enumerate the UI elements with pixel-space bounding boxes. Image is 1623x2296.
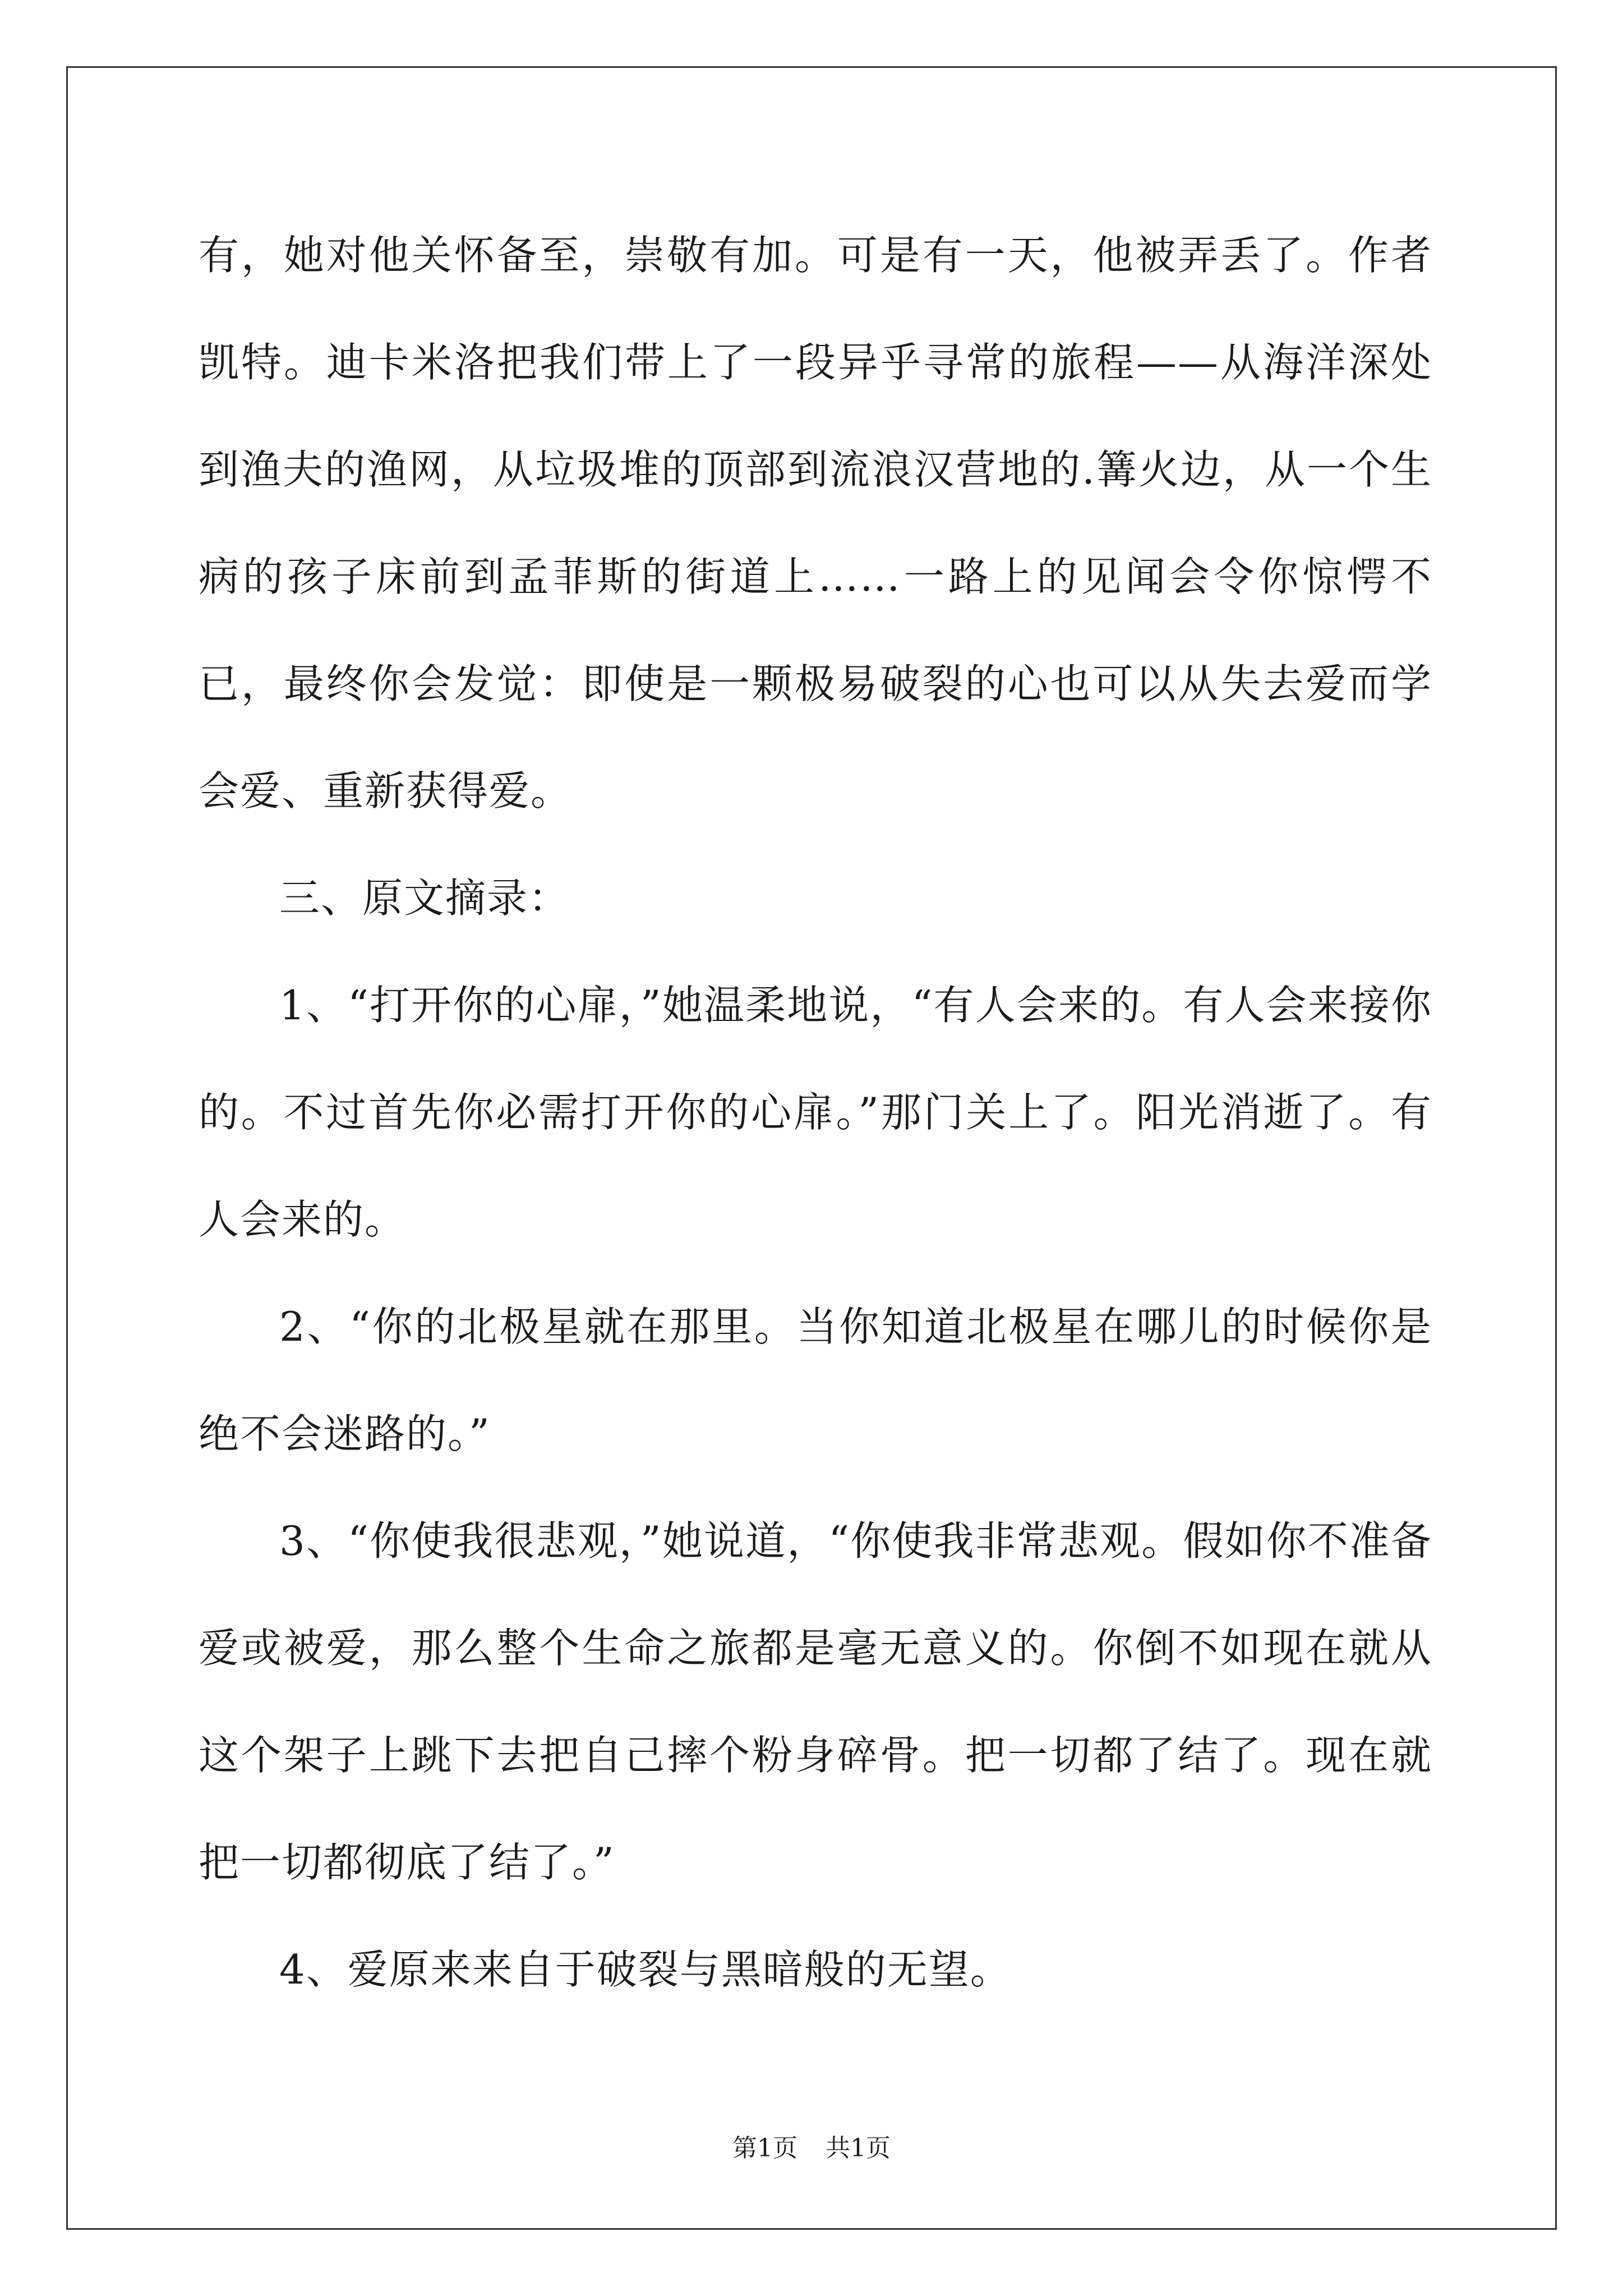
document-body — [199, 202, 1432, 2023]
page-number-current: 第1页 — [732, 2134, 797, 2162]
excerpt-paragraph-2: 2、“你的北极星就在那里。当你知道北极星在哪儿的时候你是绝不会迷路的。” — [199, 1303, 1432, 1457]
excerpt-paragraph-3: 3、“你使我很悲观，”她说道，“你使我非常悲观。假如你不准备爱或被爱，那么整个生命之旅都是毫无意义的。你倒不如现在就从这个架子上跳下去把自己摔个粉身碎骨。把一切都了结了。现在就把一切都彻底了结了。” — [199, 1517, 1432, 1886]
page-number-total: 共1页 — [826, 2134, 891, 2162]
section-heading: 三、原文摘录： — [279, 875, 570, 922]
paragraph-continuation: 有，她对他关怀备至，崇敬有加。可是有一天，他被弄丢了。作者凯特。迪卡米洛把我们带上了一段异乎寻常的旅程——从海洋深处到渔夫的渔网，从垃圾堆的顶部到流浪汉营地的.篝火边，从一个生病的孩子床前到孟菲斯的街道上……一路上的见闻会令你惊愕不已，最终你会发觉：即使是一颗极易破裂的心也可以从失去爱而学会爱、重新获得爱。 — [199, 232, 1432, 815]
page-footer — [0, 2132, 1623, 2165]
excerpt-paragraph-1: 1、“打开你的心扉，”她温柔地说，“有人会来的。有人会来接你的。不过首先你必需打开你的心扉。”那门关上了。阳光消逝了。有人会来的。 — [199, 982, 1432, 1243]
excerpt-paragraph-4: 4、爱原来来自于破裂与黑暗般的无望。 — [279, 1946, 1012, 1993]
